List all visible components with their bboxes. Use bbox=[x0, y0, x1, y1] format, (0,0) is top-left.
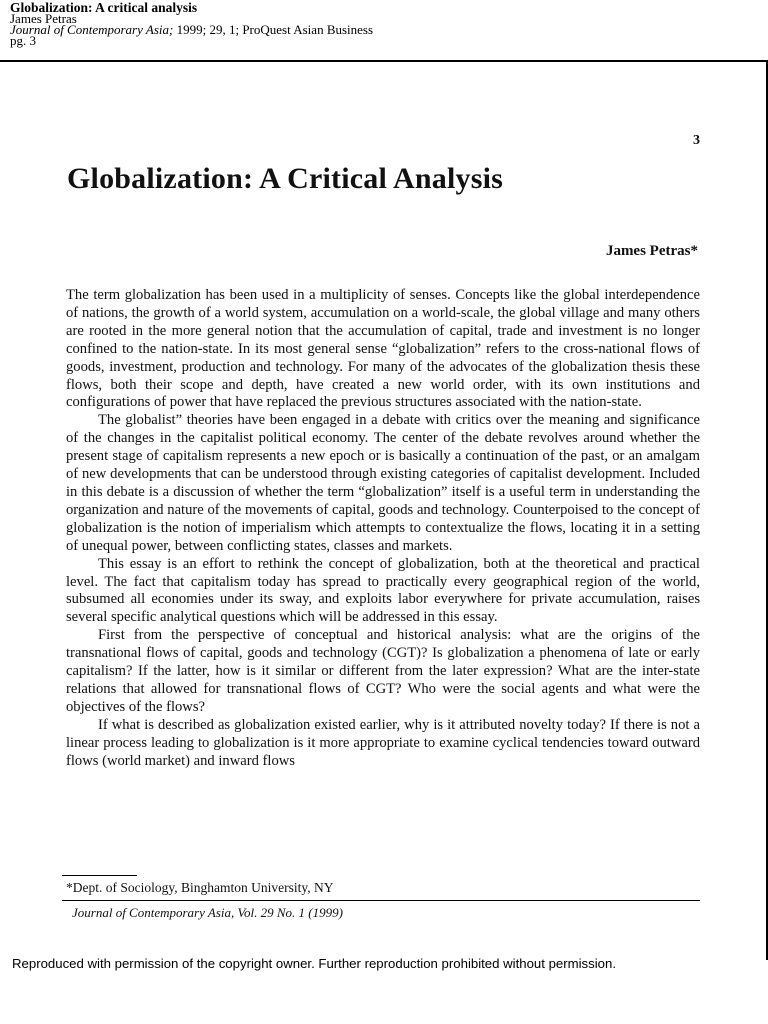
article-author: James Petras* bbox=[605, 243, 698, 259]
page-number: 3 bbox=[693, 133, 700, 148]
paragraph-1: The term globalization has been used in a multiplicity of senses. Concepts like the global interdependence of nations, the growth of a world system, accumulation on a world-scale, the global village and many others are rooted in the more general notion that the accumulation of capital, trade and investment is no longer confined to the nation-state. In its most general sense “globalization” refers to the cross-national flows of goods, investment, production and technology. For many of the advocates of the globalization thesis these flows, both their scope and depth, have created a new world order, with its own institutions and configurations of power that have replaced the previous structures associated with the nation-state. bbox=[66, 287, 700, 411]
copyright-notice: Reproduced with permission of the copyright owner. Further reproduction prohibited without permission. bbox=[12, 956, 617, 971]
paragraph-4: First from the perspective of conceptual and historical analysis: what are the origins of the transnational flows of capital, goods and technology (CGT)? Is globalization a phenomena of late or early capitalism? If the latter, how is it similar or different from the later expression? What are the inter-state relations that allowed for transnational flows of CGT? Who were the social agents and what were the objectives of the flows? bbox=[66, 627, 700, 715]
paragraph-3: This essay is an effort to rethink the concept of globalization, both at the theoretical and practical level. The fact that capitalism today has spread to practically every geographical region of the world, subsumed all economies under its sway, and exploits labor everywhere for private accumulation, raises several specific analytical questions which will be addressed in this essay. bbox=[66, 555, 700, 626]
paragraph-5: If what is described as globalization existed earlier, why is it attributed novelty today? If there is not a linear process leading to globalization is it more appropriate to examine cyclical tendencies toward outward flows (world market) and inward flows bbox=[66, 716, 700, 769]
article-body bbox=[66, 287, 700, 770]
citation-author: James Petras bbox=[10, 11, 77, 26]
article-title: Globalization: A Critical Analysis bbox=[67, 162, 503, 195]
citation-header bbox=[10, 2, 373, 46]
citation-journal: Journal of Contemporary Asia; bbox=[10, 22, 174, 37]
citation-title: Globalization: A critical analysis bbox=[10, 0, 198, 15]
paragraph-2: The globalist” theories have been engaged in a debate with critics over the meaning and significance of the changes in the capitalist political economy. The center of the debate revolves around whether the present stage of capitalism represents a new epoch or is basically a continuation of the past, or an amalgam of new developments that can be understood through existing categories of capitalist development. Included in this debate is a discussion of whether the term “globalization” itself is a useful term in understanding the organization and nature of the movements of capital, goods and technology. Counterpoised to the concept of globalization is the notion of imperialism which attempts to contextualize the flows, locating it in a setting of unequal power, between conflicting states, classes and markets. bbox=[66, 412, 700, 554]
footer-divider bbox=[62, 900, 700, 901]
citation-details: 1999; 29, 1; ProQuest Asian Business bbox=[173, 22, 374, 37]
citation-page: pg. 3 bbox=[10, 33, 36, 48]
citation-source bbox=[10, 24, 373, 35]
footnote: *Dept. of Sociology, Binghamton University, NY bbox=[66, 880, 334, 895]
footnote-divider bbox=[62, 875, 137, 876]
running-footer: Journal of Contemporary Asia, Vol. 29 No. 1 (1999) bbox=[72, 905, 343, 920]
